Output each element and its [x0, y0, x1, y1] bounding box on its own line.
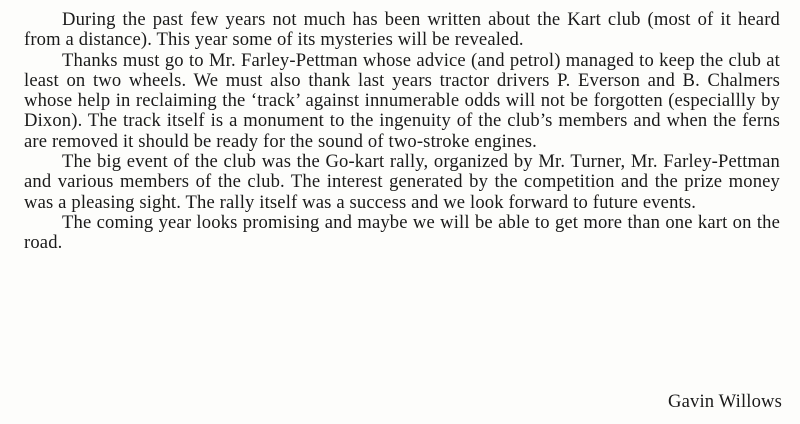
paragraph-thanks: Thanks must go to Mr. Farley-Pettman whose advice (and petrol) managed to keep the club at least on two wheels. We must also thank last years tractor drivers P. Everson and B. Chalmers whose help in reclaiming the ‘track’ against innumerable odds will not be forgotten (especiallly by Dixon). The track itself is a monument to the ingenuity of the club’s members and when the ferns are removed it should be ready for the sound of two-stroke engines.	[24, 49, 780, 152]
article-body	[24, 10, 780, 254]
paragraph-intro: During the past few years not much has been written about the Kart club (most of it heard from a distance). This year some of its mysteries will be revealed.	[24, 9, 780, 51]
paragraph-outlook: The coming year looks promising and maybe we will be able to get more than one kart on the road.	[24, 211, 780, 254]
paragraph-rally: The big event of the club was the Go-kart rally, organized by Mr. Turner, Mr. Farley-Pettman and various members of the club. The interest generated by the competition and the prize money was a pleasing sight. The rally itself was a success and we look forward to future events.	[24, 151, 780, 213]
author-signature: Gavin Willows	[668, 391, 782, 412]
